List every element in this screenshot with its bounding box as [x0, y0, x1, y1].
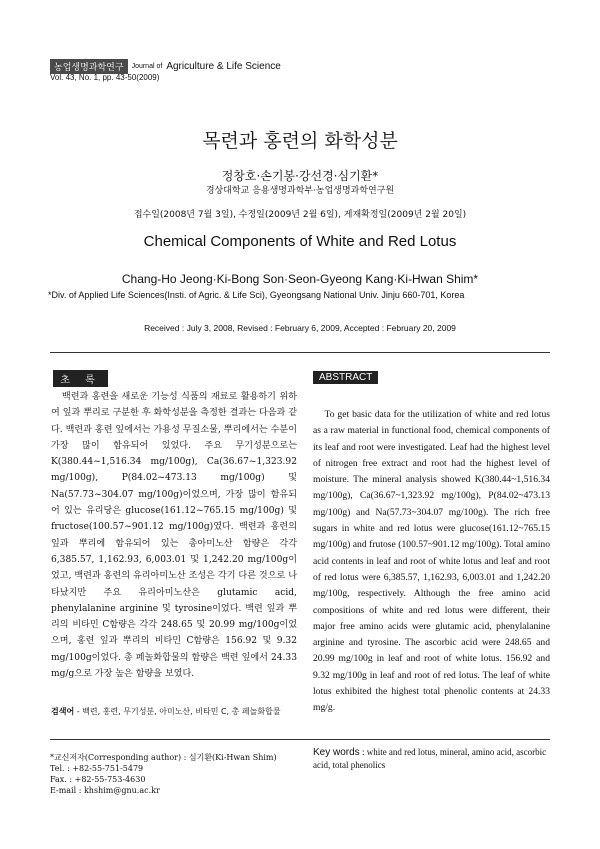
abstract-english-body: To get basic data for the utilization of white and red lotus as a raw material in functional food, chemical components of its leaf and root were investigated. Leaf had the highest level of nitrogen free extract and root had the highest level of moisture. The mineral analysis showed K(380.44~1,516.34 mg/100g), Ca(36.67~1,323.92 mg/100g), P(84.02~473.13 mg/100g) and Na(57.73~304.07 mg/100g). The rich free sugars in white and red lotus were glucose(161.12~765.15 mg/100g) and frutose (100.57~901.12 mg/100g). Total amino acid contents in leaf and root of white lotus and leaf and root of red lotus were 6,385.57, 1,162.93, 6,003.01 and 1,242.20 mg/100g, respectively. Although the free amino acid compositions of white and red lotus were different, their major free amino acids were glutamic acid, phenylalanine arginine and tyrosine. The ascorbic acid were 248.65 and 20.99 mg/100g in leaf and root of white lotus. 156.92 and 9.32 mg/100g in leaf and root of red lotus. The leaf of white lotus exhibited the highest total phenolic contents at 24.33 mg/g.	[313, 409, 550, 714]
section-divider-top	[50, 352, 550, 353]
corresponding-author: *교신저자(Corresponding author) : 심기환(Ki-Hwan Shim)	[50, 753, 277, 762]
paper-title-english: Chemical Components of White and Red Lotus	[143, 233, 457, 250]
abstract-english-heading: ABSTRACT	[313, 371, 378, 384]
affiliation-korean: 경상대학교 응용생명과학부·농업생명과학연구원	[205, 186, 395, 196]
corresponding-email: E-mail : khshim@gnu.ac.kr	[50, 786, 160, 795]
corresponding-tel: Tel. : +82-55-751-5479	[50, 764, 144, 773]
journal-name: Agriculture & Life Science	[166, 60, 281, 72]
keywords-english-label: Key words	[313, 747, 360, 758]
journal-header	[50, 59, 281, 73]
section-divider-bottom	[50, 739, 550, 740]
abstract-korean-body: 백련과 홍련을 새로운 기능성 식품의 재료로 활용하기 위하여 잎과 뿌리로 구분한 후 화학성분을 측정한 결과는 다음과 같다. 백련과 홍련 잎에서는 가용성 무질소물, 뿌리에서는 수분이 가장 많이 함유되어 있었다. 주요 무기성분으로는 K(380.44~1,516.34 mg/100g), Ca(36.67~1,323.92 mg/100g), P(84.02~473.13 mg/100g) 및 Na(57.73~304.07 mg/100g)이었으며, 가장 많이 함유되어 있는 유리당은 glucose(161.12~765.15 mg/100g) 및 fructose(100.57~901.12 mg/100g)였다. 백련과 홍련의 잎과 뿌리에 함유되어 있는 총아미노산 함량은 각각 6,385.57, 1,162.93, 6,003.01 및 1,242.20 mg/100g이었고, 백련과 홍련의 유리아미노산 조성은 각기 다른 것으로 나타났지만 주요 유리아미노산은 glutamic acid, phenylalanine arginine 및 tyrosine이었다. 백련 잎과 뿌리의 비타민 C함량은 각각 248.65 및 20.99 mg/100g이었으며, 홍련 잎과 뿌리의 비타민 C함량은 156.92 및 9.32 mg/100g이었다. 총 페놀화합물의 함량은 백련 잎에서 24.33 mg/g으로 가장 높은 함량을 보였다.	[51, 392, 297, 680]
paper-title-korean: 목련과 홍련의 화학성분	[202, 130, 398, 152]
keywords-english-list: : white and red lotus, mineral, amino acid, ascorbic acid, total phenolics	[313, 747, 547, 770]
keywords-korean	[51, 706, 301, 717]
authors-english: Chang-Ho Jeong·Ki-Bong Son·Seon-Gyeong Kang·Ki-Hwan Shim*	[121, 272, 479, 286]
dates-english: Received : July 3, 2008, Revised : February 6, 2009, Accepted : February 20, 2009	[144, 323, 456, 333]
corresponding-author-block	[50, 752, 277, 796]
journal-badge: 농업생명과학연구	[50, 59, 128, 74]
keywords-korean-list: - 백련, 홍련, 무기성분, 아미노산, 비타민 C, 총 페놀화합물	[74, 707, 281, 716]
dates-korean: 접수일(2008년 7월 3일), 수정일(2009년 2월 6일), 게재확정일(2009년 2월 20일)	[133, 210, 467, 220]
journal-prefix: Journal of	[131, 62, 163, 70]
abstract-korean-heading: 초 록	[53, 370, 108, 387]
keywords-english	[313, 746, 553, 772]
corresponding-fax: Fax. : +82-55-753-4630	[50, 775, 146, 784]
volume-info: Vol. 43, No. 1, pp. 43-50(2009)	[50, 73, 160, 82]
affiliation-english: *Div. of Applied Life Sciences(Insti. of Agric. & Life Sci), Gyeongsang National Univ. Jinju 660-701, Korea	[48, 290, 465, 300]
keywords-korean-label: 검색어	[51, 707, 75, 716]
authors-korean: 정창호·손기봉·강선경·심기환*	[221, 169, 379, 183]
